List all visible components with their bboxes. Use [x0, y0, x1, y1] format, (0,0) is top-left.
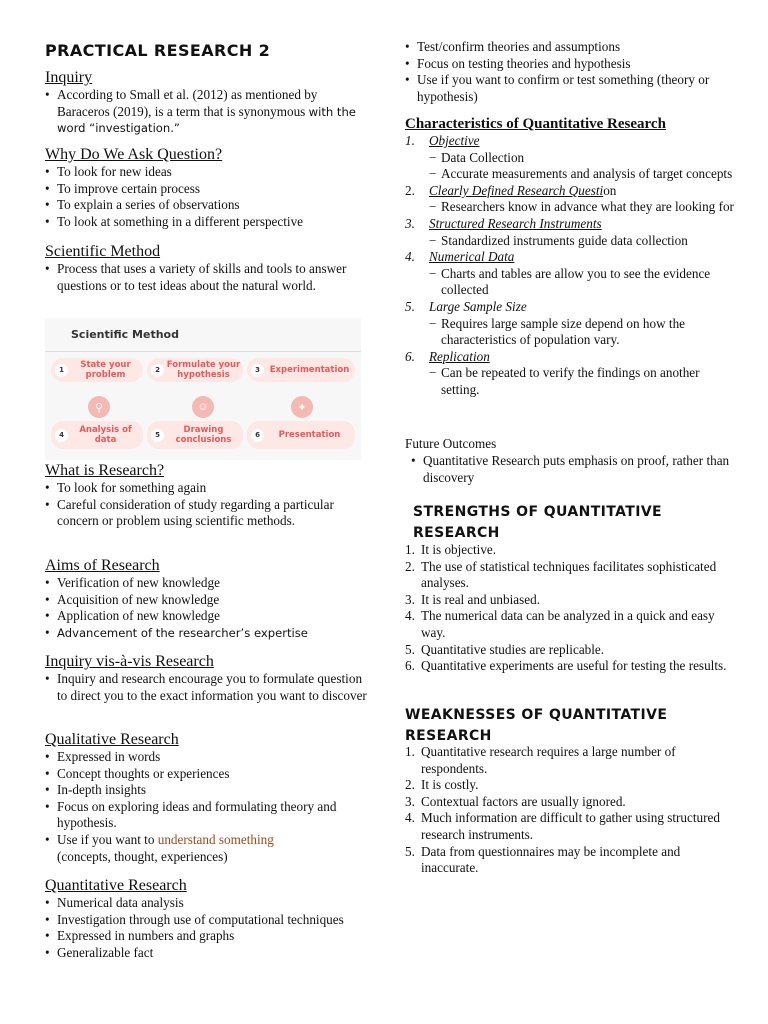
section-characteristics	[405, 116, 735, 399]
section-future-outcomes	[405, 435, 735, 486]
characteristic-item: 4. Numerical Data − Charts and tables are allow you to see the evidence collected	[405, 249, 735, 299]
magnifier-icon: ⚲	[88, 396, 110, 418]
list-item: 4. Much information are difficult to gather using structured research instruments.	[405, 810, 720, 842]
list-item: • Numerical data analysis	[45, 895, 367, 912]
list-item: • Advancement of the researcher’s expertise	[45, 625, 367, 642]
heading-strengths: STRENGTHS OF QUANTITATIVE RESEARCH	[413, 504, 663, 541]
list-item: 2. It is costly.	[405, 777, 479, 793]
list-item: • Use if you want to understand something (concepts, thought, experiences)	[45, 832, 367, 865]
heading-what-is-research: What is Research?	[45, 462, 165, 479]
step-1: 1 State your problem	[51, 358, 143, 382]
list-item: 4. The numerical data can be analyzed in a quick and easy way.	[405, 608, 715, 640]
list-item: • To look for new ideas	[45, 164, 367, 181]
section-aims	[45, 557, 367, 641]
section-why	[45, 146, 367, 230]
characteristic-item: 6. Replication − Can be repeated to verify the findings on another setting.	[405, 349, 735, 399]
characteristic-item: 3. Structured Research Instruments − Standardized instruments guide data collection	[405, 216, 735, 249]
heading-inquiry: Inquiry	[45, 69, 93, 86]
list-item: • To explain a series of observations	[45, 197, 367, 214]
step-4: 4 Analysis of data	[51, 421, 143, 449]
characteristic-item: 2. Clearly Defined Research Question − Researchers know in advance what they are looking for	[405, 183, 735, 216]
list-item: 5. Quantitative studies are replicable.	[405, 641, 605, 657]
section-scientific-method	[45, 243, 367, 294]
list-item: • Expressed in numbers and graphs	[45, 928, 367, 945]
presentation-icon: ✦	[291, 396, 313, 418]
section-qualitative	[45, 731, 367, 865]
list-item: • Test/confirm theories and assumptions	[405, 39, 735, 56]
list-item: • Concept thoughts or experiences	[45, 766, 367, 783]
strengths-list	[405, 542, 735, 675]
list-item: • To look at something in a different perspective	[45, 214, 367, 231]
section-quantitative	[45, 877, 367, 961]
section-inquiry	[45, 69, 367, 137]
list-item: • Quantitative Research puts emphasis on proof, rather than discovery	[411, 453, 735, 486]
list-item: • Process that uses a variety of skills and tools to answer questions or to test ideas about the natural world.	[45, 261, 367, 294]
list-item: • Focus on testing theories and hypothesis	[405, 56, 735, 73]
list-item: • Investigation through use of computational techniques	[45, 912, 367, 929]
step-5: 5 Drawing conclusions	[147, 421, 243, 449]
list-item: • Use if you want to confirm or test something (theory or hypothesis)	[405, 72, 735, 105]
list-item: 6. Quantitative experiments are useful for testing the results.	[405, 658, 727, 674]
list-item: • Expressed in words	[45, 749, 367, 766]
step-6: 6 Presentation	[247, 421, 355, 449]
step-2: 2 Formulate your hypothesis	[147, 358, 243, 382]
step-3: 3 Experimentation	[247, 358, 355, 382]
weaknesses-list	[405, 744, 735, 877]
section-quantitative-continued	[405, 39, 735, 105]
list-item: 2. The use of statistical techniques facilitates sophisticated analyses.	[405, 558, 717, 591]
list-item: 3. Contextual factors are usually ignored.	[405, 793, 626, 809]
section-strengths	[413, 502, 733, 544]
section-inquiry-vis-a-vis	[45, 653, 367, 704]
heading-aims: Aims of Research	[45, 557, 160, 574]
list-item: • To look for something again	[45, 480, 367, 497]
person-icon: ☺	[192, 396, 214, 418]
heading-future-outcomes: Future Outcomes	[405, 436, 497, 451]
characteristic-item: 5. Large Sample Size − Requires large sample size depend on how the characteristics of population vary.	[405, 299, 735, 349]
heading-qualitative: Qualitative Research	[45, 731, 179, 748]
list-item: 1. Quantitative research requires a large number of respondents.	[405, 744, 676, 776]
heading-why: Why Do We Ask Question?	[45, 146, 223, 163]
list-item: • To improve certain process	[45, 181, 367, 198]
heading-weaknesses: WEAKNESSES OF QUANTITATIVE RESEARCH	[405, 707, 668, 744]
page-title: PRACTICAL RESEARCH 2	[45, 41, 271, 60]
heading-characteristics: Characteristics of Quantitative Research	[405, 116, 666, 132]
list-item: 5. Data from questionnaires may be incomplete and inaccurate.	[405, 843, 681, 876]
list-item: • Application of new knowledge	[45, 608, 367, 625]
characteristic-item: 1. Objective − Data Collection − Accurate measurements and analysis of target concepts	[405, 133, 735, 183]
section-what-is-research	[45, 462, 367, 530]
list-item: • Inquiry and research encourage you to formulate question to direct you to the exact information you want to discover	[45, 671, 367, 704]
list-item: • In-depth insights	[45, 782, 367, 799]
list-item: • According to Small et al. (2012) as mentioned by Baraceros (2019), is a term that is synonymous with the word “investigation.”	[45, 87, 367, 137]
list-item: • Careful consideration of study regarding a particular concern or problem using scientific methods.	[45, 497, 367, 530]
list-item: • Acquisition of new knowledge	[45, 592, 367, 609]
list-item: 3. It is real and unbiased.	[405, 591, 541, 607]
scientific-method-figure	[45, 318, 361, 460]
heading-inquiry-vis-a-vis: Inquiry vis-à-vis Research	[45, 653, 214, 670]
figure-title: Scientific Method	[71, 328, 179, 341]
heading-scientific-method: Scientific Method	[45, 243, 161, 260]
section-weaknesses	[405, 705, 725, 747]
heading-quantitative: Quantitative Research	[45, 877, 187, 894]
list-item: 1. It is objective.	[405, 542, 497, 557]
list-item: • Focus on exploring ideas and formulating theory and hypothesis.	[45, 799, 367, 832]
list-item: • Verification of new knowledge	[45, 575, 367, 592]
list-item: • Generalizable fact	[45, 945, 367, 962]
